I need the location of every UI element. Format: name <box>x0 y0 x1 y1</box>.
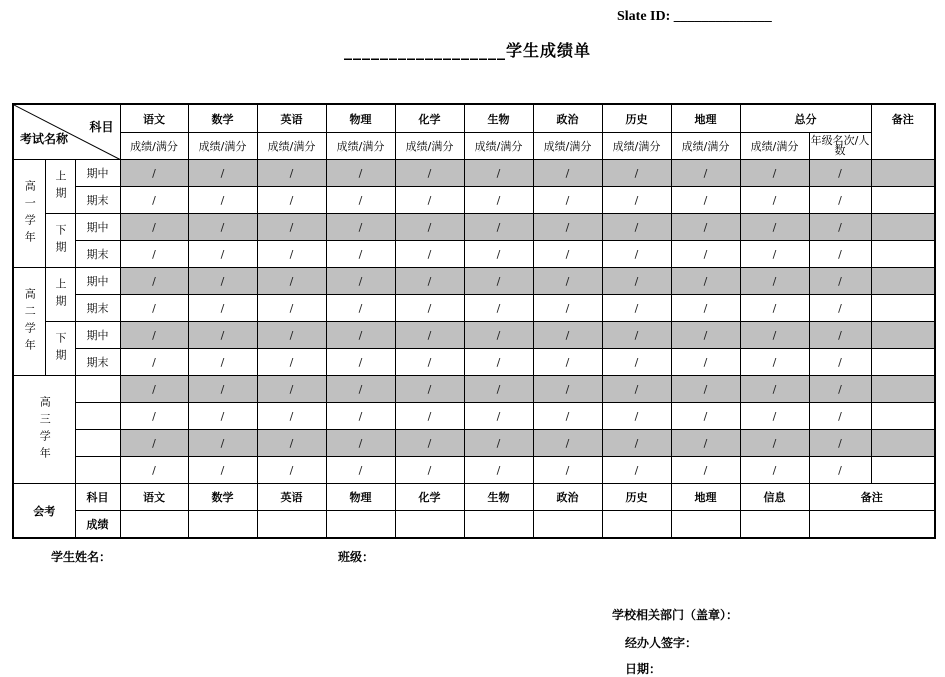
year-label: 高二学年 <box>13 268 45 376</box>
corner-subject-label: 科目 <box>89 120 114 134</box>
score-cell: / <box>257 241 326 268</box>
score-cell: / <box>671 457 740 484</box>
score-cell: / <box>809 187 871 214</box>
score-cell: / <box>120 160 188 187</box>
grade-row <box>13 430 935 457</box>
score-cell: / <box>120 268 188 295</box>
score-cell: / <box>809 160 871 187</box>
score-cell: / <box>188 457 257 484</box>
score-cell: / <box>188 187 257 214</box>
score-cell: / <box>740 268 809 295</box>
remark-cell <box>871 322 935 349</box>
score-cell: / <box>533 430 602 457</box>
student-name-label: 学生姓名： <box>51 550 112 564</box>
score-cell: / <box>740 187 809 214</box>
score-cell: / <box>188 349 257 376</box>
subject-header: 物理 <box>326 104 395 133</box>
score-cell: / <box>120 430 188 457</box>
remark-cell <box>871 160 935 187</box>
score-cell: / <box>740 349 809 376</box>
huikao-subject: 信息 <box>740 484 809 511</box>
page-title <box>344 38 591 61</box>
score-cell: / <box>740 430 809 457</box>
remark-cell <box>871 241 935 268</box>
score-cell: / <box>188 241 257 268</box>
score-cell: / <box>395 457 464 484</box>
huikao-remark-cell <box>809 511 935 539</box>
score-cell: / <box>671 349 740 376</box>
score-cell: / <box>395 187 464 214</box>
remark-cell <box>871 187 935 214</box>
score-subheader: 成绩/满分 <box>188 133 257 160</box>
remark-cell <box>871 295 935 322</box>
score-cell: / <box>326 268 395 295</box>
score-cell: / <box>464 160 533 187</box>
score-cell: / <box>257 457 326 484</box>
score-cell: / <box>740 403 809 430</box>
score-cell: / <box>602 457 671 484</box>
score-subheader: 成绩/满分 <box>395 133 464 160</box>
score-cell: / <box>120 376 188 403</box>
score-cell: / <box>533 376 602 403</box>
score-cell: / <box>326 214 395 241</box>
score-subheader: 成绩/满分 <box>533 133 602 160</box>
score-cell: / <box>326 160 395 187</box>
score-cell: / <box>533 241 602 268</box>
score-subheader: 成绩/满分 <box>740 133 809 160</box>
score-cell: / <box>671 241 740 268</box>
subject-header: 历史 <box>602 104 671 133</box>
grade-row <box>13 241 935 268</box>
remark-cell <box>871 268 935 295</box>
score-cell: / <box>395 349 464 376</box>
score-cell: / <box>740 457 809 484</box>
score-cell: / <box>740 241 809 268</box>
slate-id <box>617 9 772 25</box>
score-cell: / <box>188 268 257 295</box>
score-cell: / <box>326 241 395 268</box>
score-cell: / <box>395 214 464 241</box>
score-cell: / <box>120 403 188 430</box>
huikao-subject: 地理 <box>671 484 740 511</box>
huikao-score-cell <box>395 511 464 539</box>
term-label: 期末 <box>75 349 120 376</box>
score-cell: / <box>326 403 395 430</box>
score-cell: / <box>809 214 871 241</box>
score-cell: / <box>120 214 188 241</box>
score-cell: / <box>120 322 188 349</box>
score-cell: / <box>533 322 602 349</box>
score-subheader: 成绩/满分 <box>602 133 671 160</box>
score-cell: / <box>326 457 395 484</box>
score-cell: / <box>809 268 871 295</box>
score-cell: / <box>257 214 326 241</box>
score-cell: / <box>326 376 395 403</box>
score-cell: / <box>533 295 602 322</box>
remark-cell <box>871 457 935 484</box>
remark-cell <box>871 349 935 376</box>
score-cell: / <box>533 403 602 430</box>
remark-cell <box>871 376 935 403</box>
score-cell: / <box>257 403 326 430</box>
score-subheader: 成绩/满分 <box>464 133 533 160</box>
score-cell: / <box>464 214 533 241</box>
huikao-score-cell <box>188 511 257 539</box>
score-cell: / <box>188 403 257 430</box>
score-cell: / <box>188 376 257 403</box>
huikao-score-cell <box>602 511 671 539</box>
score-cell: / <box>257 376 326 403</box>
year-label: 高一学年 <box>13 160 45 268</box>
score-cell: / <box>671 187 740 214</box>
score-cell: / <box>257 430 326 457</box>
huikao-score-cell <box>533 511 602 539</box>
score-cell: / <box>464 295 533 322</box>
subject-header: 政治 <box>533 104 602 133</box>
score-cell: / <box>602 349 671 376</box>
grade-table <box>12 103 936 539</box>
subject-header: 地理 <box>671 104 740 133</box>
score-cell: / <box>740 322 809 349</box>
score-cell: / <box>740 376 809 403</box>
score-cell: / <box>602 430 671 457</box>
score-cell: / <box>671 430 740 457</box>
score-cell: / <box>602 322 671 349</box>
term-label: 期中 <box>75 214 120 241</box>
score-cell: / <box>120 349 188 376</box>
score-cell: / <box>602 268 671 295</box>
huikao-subject: 化学 <box>395 484 464 511</box>
score-cell: / <box>464 349 533 376</box>
grade-row <box>13 457 935 484</box>
score-cell: / <box>188 160 257 187</box>
subject-header: 数学 <box>188 104 257 133</box>
score-cell: / <box>809 376 871 403</box>
huikao-score-cell <box>671 511 740 539</box>
score-cell: / <box>395 295 464 322</box>
huikao-subject: 历史 <box>602 484 671 511</box>
score-cell: / <box>533 187 602 214</box>
score-cell: / <box>257 349 326 376</box>
score-cell: / <box>188 295 257 322</box>
score-cell: / <box>257 160 326 187</box>
huikao-subject: 政治 <box>533 484 602 511</box>
score-cell: / <box>464 457 533 484</box>
half-label: 下期 <box>45 214 75 268</box>
score-cell: / <box>395 268 464 295</box>
score-cell: / <box>188 214 257 241</box>
term-label: 期中 <box>75 268 120 295</box>
score-cell: / <box>671 268 740 295</box>
subject-header: 语文 <box>120 104 188 133</box>
grade-row <box>13 214 935 241</box>
score-cell: / <box>326 295 395 322</box>
score-cell: / <box>464 403 533 430</box>
huikao-subject: 生物 <box>464 484 533 511</box>
score-cell: / <box>257 295 326 322</box>
score-cell: / <box>395 403 464 430</box>
huikao-score-cell <box>257 511 326 539</box>
grade-row <box>13 160 935 187</box>
grade-row <box>13 322 935 349</box>
score-cell: / <box>464 430 533 457</box>
score-cell: / <box>188 430 257 457</box>
score-subheader: 成绩/满分 <box>257 133 326 160</box>
score-cell: / <box>671 295 740 322</box>
grade-row <box>13 295 935 322</box>
score-cell: / <box>257 322 326 349</box>
score-cell: / <box>809 322 871 349</box>
score-cell: / <box>671 214 740 241</box>
score-cell: / <box>671 322 740 349</box>
huikao-score-cell <box>464 511 533 539</box>
handler-signature-label: 经办人签字： <box>625 636 698 650</box>
term-label: 期中 <box>75 160 120 187</box>
score-cell: / <box>671 160 740 187</box>
score-cell: / <box>533 214 602 241</box>
huikao-subject: 数学 <box>188 484 257 511</box>
title-text: 学生成绩单 <box>506 41 592 60</box>
score-cell: / <box>809 403 871 430</box>
term-label <box>75 376 120 403</box>
score-cell: / <box>120 457 188 484</box>
huikao-subject: 物理 <box>326 484 395 511</box>
score-cell: / <box>326 322 395 349</box>
score-cell: / <box>602 403 671 430</box>
huikao-score-row <box>13 511 935 539</box>
half-label: 下期 <box>45 322 75 376</box>
half-label: 上期 <box>45 268 75 322</box>
score-cell: / <box>602 295 671 322</box>
huikao-subject-label: 科目 <box>75 484 120 511</box>
score-cell: / <box>809 295 871 322</box>
score-cell: / <box>326 349 395 376</box>
score-cell: / <box>671 403 740 430</box>
term-label: 期末 <box>75 187 120 214</box>
remark-header: 备注 <box>871 104 935 160</box>
year-label: 高三学年 <box>13 376 75 484</box>
score-cell: / <box>464 241 533 268</box>
score-cell: / <box>464 187 533 214</box>
score-cell: / <box>602 187 671 214</box>
score-cell: / <box>395 430 464 457</box>
subject-header: 生物 <box>464 104 533 133</box>
score-cell: / <box>809 241 871 268</box>
total-header: 总分 <box>740 104 871 133</box>
score-cell: / <box>602 214 671 241</box>
remark-cell <box>871 403 935 430</box>
score-cell: / <box>533 160 602 187</box>
grade-row <box>13 376 935 403</box>
grade-row <box>13 187 935 214</box>
score-cell: / <box>326 187 395 214</box>
score-cell: / <box>740 214 809 241</box>
subject-header: 化学 <box>395 104 464 133</box>
score-cell: / <box>257 187 326 214</box>
huikao-label: 会考 <box>13 484 75 539</box>
score-cell: / <box>671 376 740 403</box>
score-cell: / <box>464 376 533 403</box>
subject-header: 英语 <box>257 104 326 133</box>
score-cell: / <box>740 295 809 322</box>
date-label: 日期： <box>625 662 662 676</box>
score-cell: / <box>740 160 809 187</box>
school-dept-label: 学校相关部门（盖章）： <box>612 608 739 622</box>
score-cell: / <box>533 268 602 295</box>
score-cell: / <box>395 376 464 403</box>
term-label: 期末 <box>75 295 120 322</box>
score-cell: / <box>257 268 326 295</box>
score-cell: / <box>602 241 671 268</box>
score-cell: / <box>602 160 671 187</box>
score-subheader: 成绩/满分 <box>671 133 740 160</box>
huikao-score-cell <box>120 511 188 539</box>
term-label: 期末 <box>75 241 120 268</box>
class-label: 班级： <box>338 550 375 564</box>
score-cell: / <box>464 268 533 295</box>
term-label <box>75 457 120 484</box>
title-blank: __________________ <box>344 41 506 60</box>
score-cell: / <box>809 349 871 376</box>
score-cell: / <box>188 322 257 349</box>
score-cell: / <box>809 430 871 457</box>
corner-cell <box>13 104 120 160</box>
term-label <box>75 430 120 457</box>
rank-subheader: 年级名次/人数 <box>809 133 871 160</box>
grade-row <box>13 403 935 430</box>
score-cell: / <box>533 457 602 484</box>
score-cell: / <box>395 241 464 268</box>
score-cell: / <box>120 241 188 268</box>
score-cell: / <box>464 322 533 349</box>
score-cell: / <box>602 376 671 403</box>
score-cell: / <box>120 187 188 214</box>
term-label: 期中 <box>75 322 120 349</box>
score-subheader: 成绩/满分 <box>120 133 188 160</box>
score-cell: / <box>809 457 871 484</box>
half-label: 上期 <box>45 160 75 214</box>
slate-id-blank: ______________ <box>673 9 772 24</box>
corner-exam-label: 考试名称 <box>20 132 69 146</box>
score-cell: / <box>395 160 464 187</box>
remark-cell <box>871 430 935 457</box>
score-cell: / <box>533 349 602 376</box>
term-label <box>75 403 120 430</box>
grade-row <box>13 349 935 376</box>
score-cell: / <box>395 322 464 349</box>
huikao-subject: 语文 <box>120 484 188 511</box>
huikao-score-cell <box>326 511 395 539</box>
huikao-subject-row <box>13 484 935 511</box>
grade-row <box>13 268 935 295</box>
score-cell: / <box>326 430 395 457</box>
remark-cell <box>871 214 935 241</box>
huikao-score-cell <box>740 511 809 539</box>
huikao-score-label: 成绩 <box>75 511 120 539</box>
score-subheader: 成绩/满分 <box>326 133 395 160</box>
score-cell: / <box>120 295 188 322</box>
huikao-remark: 备注 <box>809 484 935 511</box>
slate-id-label: Slate ID: <box>617 9 671 24</box>
huikao-subject: 英语 <box>257 484 326 511</box>
